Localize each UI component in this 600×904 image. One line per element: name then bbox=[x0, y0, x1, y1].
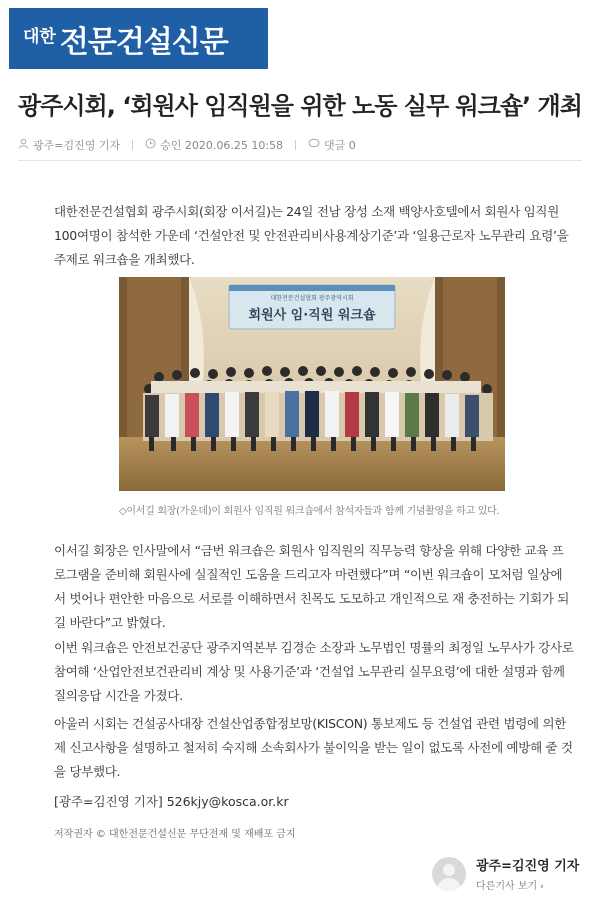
author-box[interactable] bbox=[432, 855, 579, 892]
more-articles-label: 다른기사 보기 bbox=[476, 881, 538, 892]
meta-comments[interactable] bbox=[308, 137, 356, 153]
more-articles-link[interactable] bbox=[476, 877, 579, 892]
article-copyright: 저작권자 © 대한전문건설신문 무단전재 및 재배포 금지 bbox=[54, 829, 296, 840]
article-paragraph-2: 이서길 회장은 인사말에서 “금번 워크숍은 회원사 임직원의 직무능력 향상을 위해 다양한 교육 프로그램을 준비해 회원사에 실질적인 도움을 드리고자 마련했다”며 “이번 워크숍이 모처럼 일상에서 벗어나 편안한 마음으로 서로를 이해하면서 친목도 도모하고 개인적으로 재 충전하는 기회가 되길 바란다”고 밝혔다. bbox=[54, 543, 570, 630]
chevron-right-icon: › bbox=[540, 882, 544, 892]
masthead-logo[interactable] bbox=[9, 8, 268, 69]
article-paragraph-1: 대한전문건설협회 광주시회(회장 이서길)는 24일 전남 장성 소재 백양사호텔에서 회원사 임직원 100여명이 참석한 가운데 ‘건설안전 및 안전관리비사용계상기준’과 ‘일용근로자 노무관리 요령’을 주제로 워크숍을 개최했다. bbox=[54, 204, 569, 267]
meta-comments-label: 댓글 0 bbox=[324, 139, 356, 152]
meta-divider bbox=[132, 140, 133, 150]
meta-author bbox=[18, 137, 120, 153]
meta-approved-label: 승인 2020.06.25 10:58 bbox=[160, 139, 284, 152]
meta-author-label: 광주=김진영 기자 bbox=[33, 139, 121, 152]
masthead-small: 대한 bbox=[23, 27, 56, 47]
article-photo[interactable] bbox=[119, 277, 505, 491]
masthead-title: 전문건설신문 bbox=[59, 24, 228, 60]
article-byline: [광주=김진영 기자] 526kjy@kosca.or.kr bbox=[54, 794, 289, 809]
banner-subtitle: 대한전문건설협회 광주광역시회 bbox=[270, 295, 354, 302]
article-meta bbox=[18, 137, 356, 153]
banner-title: 회원사 임·직원 워크숍 bbox=[248, 308, 376, 323]
author-name: 광주=김진영 기자 bbox=[476, 859, 580, 874]
meta-approved bbox=[145, 137, 283, 153]
header-divider bbox=[18, 160, 582, 161]
user-icon bbox=[18, 138, 29, 152]
clock-icon bbox=[145, 138, 156, 152]
comment-icon bbox=[308, 138, 320, 152]
photo-caption: ◇이서길 회장(가운데)이 회원사 임직원 워크숍에서 참석자들과 함께 기념촬영을 하고 있다. bbox=[119, 506, 500, 517]
avatar-icon bbox=[432, 857, 466, 891]
article-title: 광주시회, ‘회원사 임직원을 위한 노동 실무 워크숍’ 개최 bbox=[18, 92, 582, 120]
article-paragraph-3: 이번 워크숍은 안전보건공단 광주지역본부 김경순 소장과 노무법인 명률의 최정일 노무사가 강사로 참여해 ‘산업안전보건관리비 계상 및 사용기준’과 ‘건설업 노무관리 실무요령’에 대한 설명과 함께 질의응답 시간을 가졌다. bbox=[54, 640, 574, 703]
meta-divider bbox=[295, 140, 296, 150]
article-paragraph-4: 아울러 시회는 건설공사대장 건설산업종합정보망(KISCON) 통보제도 등 건설업 관련 법령에 의한 제 신고사항을 설명하고 철저히 숙지해 소속회사가 불이익을 받는 일이 없도록 사전에 예방해 줄 것을 당부했다. bbox=[54, 716, 573, 779]
